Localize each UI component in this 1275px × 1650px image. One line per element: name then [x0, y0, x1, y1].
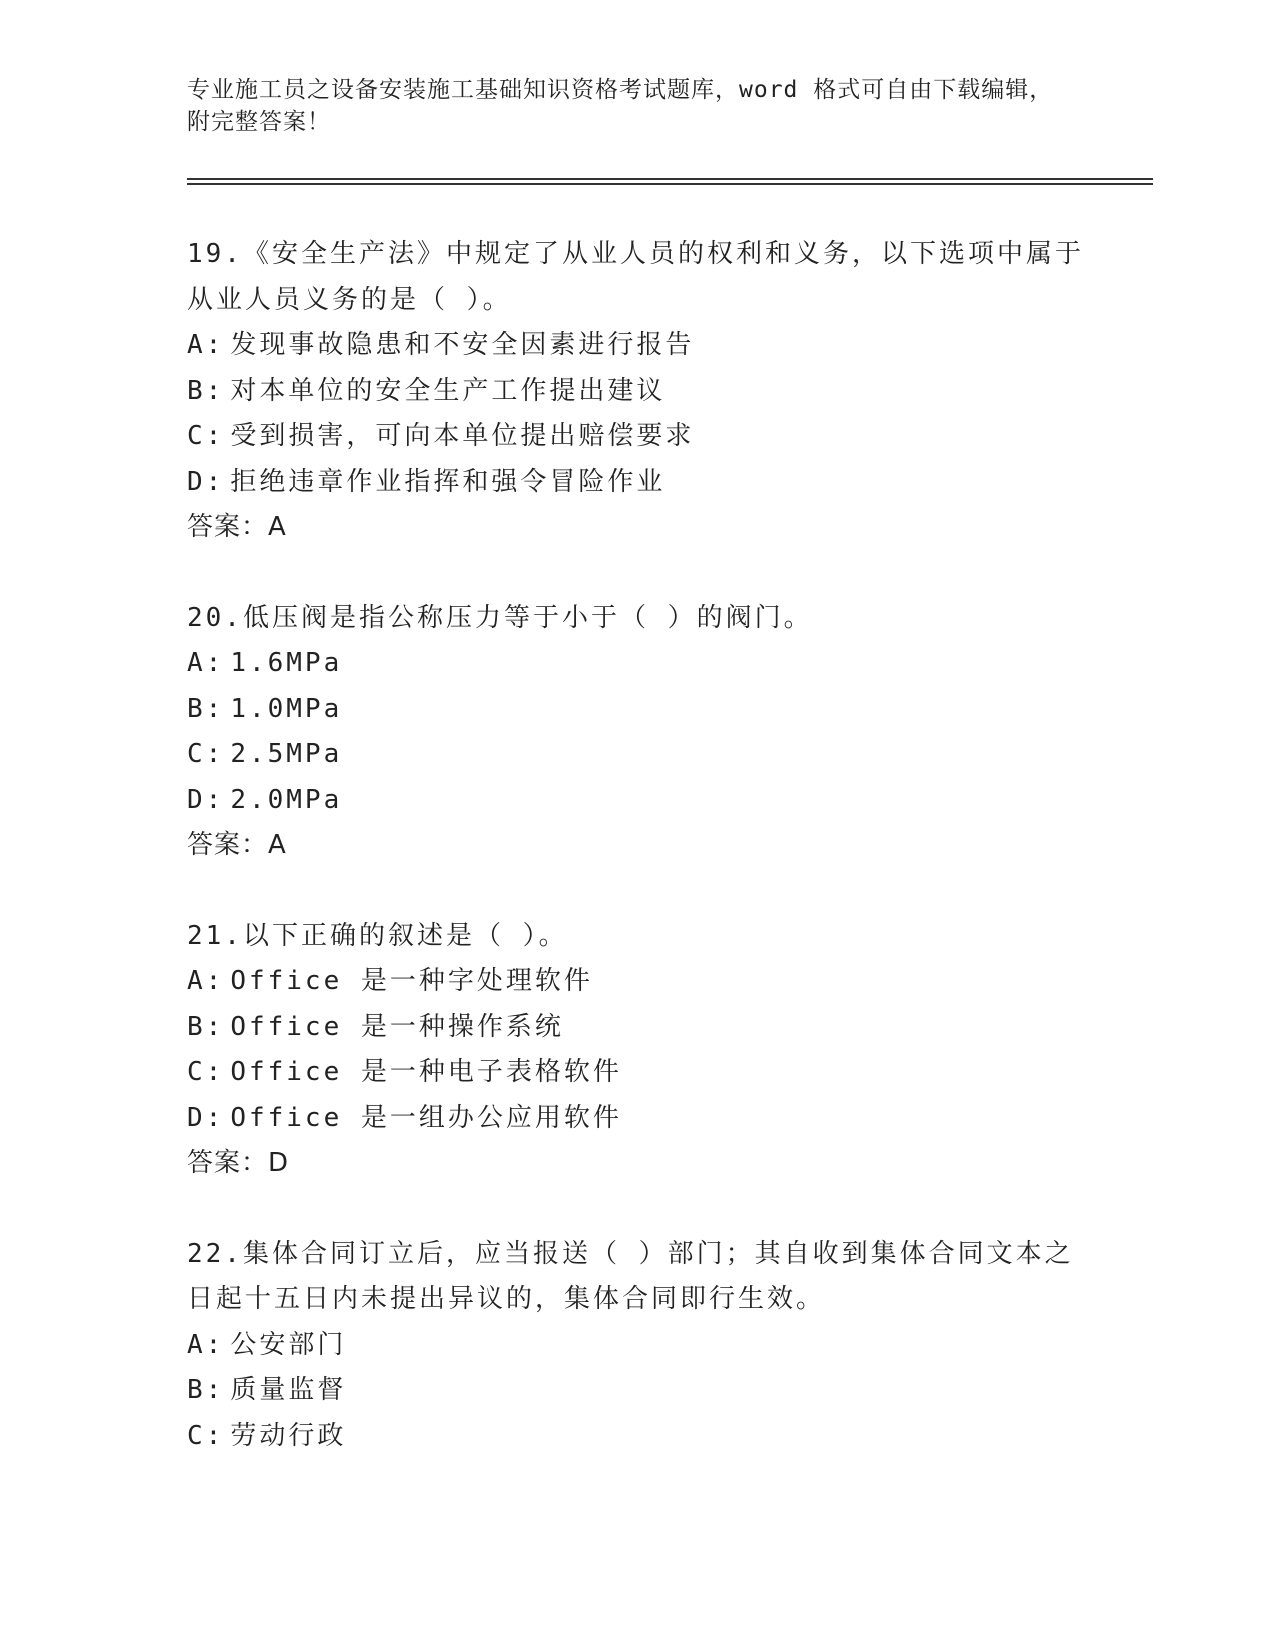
option-line	[187, 414, 1087, 460]
option-key: D:	[187, 1102, 225, 1133]
option-text: 对本单位的安全生产工作提出建议	[230, 375, 666, 406]
option-text: Office 是一种电子表格软件	[230, 1057, 622, 1087]
answer-line: 答案：A	[187, 512, 287, 542]
option-text: 2.0MPa	[230, 784, 343, 815]
option-line	[187, 959, 1087, 1005]
option-key: C:	[187, 739, 225, 769]
header-line-2: 附完整答案！	[187, 109, 331, 135]
option-key: A:	[187, 330, 225, 360]
question-stem-line: 22.集体合同订立后，应当报送（ ）部门；其自收到集体合同文本之	[187, 1238, 1074, 1269]
option-key: C:	[187, 1420, 225, 1451]
option-line	[187, 1323, 1087, 1369]
option-line	[187, 687, 1087, 733]
option-key: C:	[187, 1057, 225, 1087]
option-text: 1.0MPa	[230, 693, 343, 724]
option-key: B:	[187, 693, 225, 724]
question-stem-line: 20.低压阀是指公称压力等于小于（ ）的阀门。	[187, 602, 813, 633]
header-divider-bottom	[187, 183, 1153, 185]
question-stem-line: 日起十五日内未提出异议的，集体合同即行生效。	[187, 1284, 826, 1314]
option-text: Office 是一种字处理软件	[230, 966, 593, 996]
question-block	[187, 914, 1087, 1187]
option-key: C:	[187, 421, 225, 451]
option-key: A:	[187, 966, 225, 996]
option-line	[187, 778, 1087, 824]
option-line	[187, 1050, 1087, 1096]
question-block	[187, 232, 1087, 551]
option-text: 公安部门	[230, 1329, 347, 1360]
option-line	[187, 1368, 1087, 1414]
option-text: 2.5MPa	[230, 739, 343, 769]
option-line	[187, 641, 1087, 687]
option-text: 受到损害，可向本单位提出赔偿要求	[230, 421, 695, 451]
document-header	[187, 74, 1087, 138]
option-line	[187, 460, 1087, 506]
option-line	[187, 369, 1087, 415]
option-line	[187, 732, 1087, 778]
option-key: B:	[187, 1375, 225, 1405]
option-text: Office 是一组办公应用软件	[230, 1102, 622, 1133]
option-text: 1.6MPa	[230, 648, 343, 678]
answer-line: 答案：A	[187, 830, 287, 860]
option-key: B:	[187, 1011, 225, 1042]
question-stem-line: 从业人员义务的是（ ）。	[187, 284, 512, 315]
option-line	[187, 1005, 1087, 1051]
question-list	[187, 232, 1087, 1504]
option-key: A:	[187, 1329, 225, 1360]
option-line	[187, 323, 1087, 369]
question-stem-line: 21.以下正确的叙述是（ ）。	[187, 920, 568, 951]
option-key: A:	[187, 648, 225, 678]
option-text: 劳动行政	[230, 1420, 347, 1451]
question-block	[187, 596, 1087, 869]
question-block	[187, 1232, 1087, 1460]
option-text: 发现事故隐患和不安全因素进行报告	[230, 330, 695, 360]
option-line	[187, 1096, 1087, 1142]
option-key: D:	[187, 466, 225, 497]
header-line-1: 专业施工员之设备安装施工基础知识资格考试题库，word 格式可自由下载编辑，	[187, 77, 1054, 103]
option-line	[187, 1414, 1087, 1460]
answer-line: 答案：D	[187, 1148, 290, 1178]
option-key: D:	[187, 784, 225, 815]
option-text: Office 是一种操作系统	[230, 1011, 564, 1042]
option-text: 拒绝违章作业指挥和强令冒险作业	[230, 466, 666, 497]
option-text: 质量监督	[230, 1375, 347, 1405]
question-stem-line: 19.《安全生产法》中规定了从业人员的权利和义务，以下选项中属于	[187, 239, 1084, 269]
header-divider-top	[187, 178, 1153, 180]
option-key: B:	[187, 375, 225, 406]
